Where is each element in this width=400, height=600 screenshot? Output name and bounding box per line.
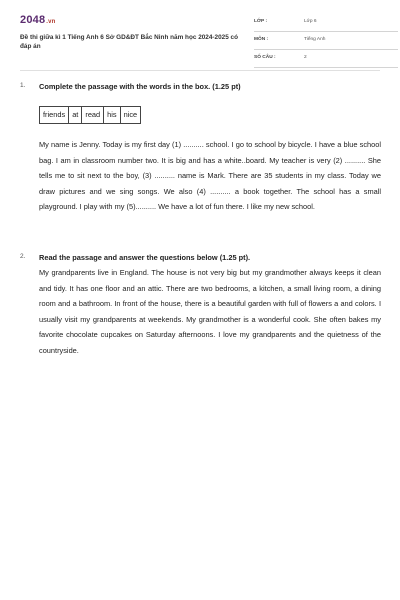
reading-passage: My grandparents live in England. The house is not very big but my grandmother always keeps it clean and tidy. It has one floor and an attic. There are two bedrooms, a kitchen, a small living room, a dining room and a bathroom. In front of the house, there is a beautiful garden with full of flowers a and colors. I usually visit my grandparents at weekends. My grandmother is a wonderful cook. She often bakes my favorite chocolate cupcakes on Saturday afternoons. I love my grandparents and the quietness of the countryside. (39, 268, 381, 355)
meta-questions-row (254, 52, 398, 68)
word-box (39, 106, 141, 124)
word-box-item: read (82, 107, 104, 123)
word-box-item: his (104, 107, 120, 123)
logo-suffix: .vn (46, 19, 56, 25)
reading-passage: My name is Jenny. Today is my first day (1) .......... school. I go to school by bicycle. I have a blue school bag. I am in classroom number two. It is big and has a white..board. My teacher is very (2) .......... She tells me to sit next to the boy, (3) .......... name is Mark. There are 35 students in my class. Today we draw pictures and we sing songs. We also (4) .......... a book together. The school has a small playground. I play with my (5).......... We have a lot of fun there. I like my new school. (39, 140, 381, 211)
class-value: Lớp 6 (304, 19, 317, 24)
word-box-item: at (69, 107, 82, 123)
exam-title: Đề thi giữa kì 1 Tiếng Anh 6 Sở GD&ĐT Bắc Ninh năm học 2024-2025 có đáp án (20, 34, 238, 50)
subject-label: MÔN : (254, 37, 269, 42)
class-label: LỚP : (254, 19, 268, 24)
word-box-item: friends (40, 107, 69, 123)
page-header (20, 14, 380, 66)
question-title: Complete the passage with the words in the box. (1.25 pt) (39, 82, 241, 91)
question-number: 1. (20, 82, 26, 89)
exam-meta (254, 16, 398, 70)
site-logo[interactable] (20, 14, 56, 26)
meta-class-row (254, 16, 398, 32)
logo-text: 2048 (20, 14, 46, 26)
question-title: Read the passage and answer the questions below (1.25 pt). (39, 253, 251, 262)
subject-value: Tiếng Anh (304, 37, 326, 42)
question-number: 2. (20, 253, 26, 260)
header-divider (20, 70, 380, 71)
word-box-item: nice (123, 110, 138, 119)
meta-subject-row (254, 34, 398, 50)
questions-label: SỐ CÂU : (254, 55, 276, 60)
questions-value: 2 (304, 55, 307, 60)
